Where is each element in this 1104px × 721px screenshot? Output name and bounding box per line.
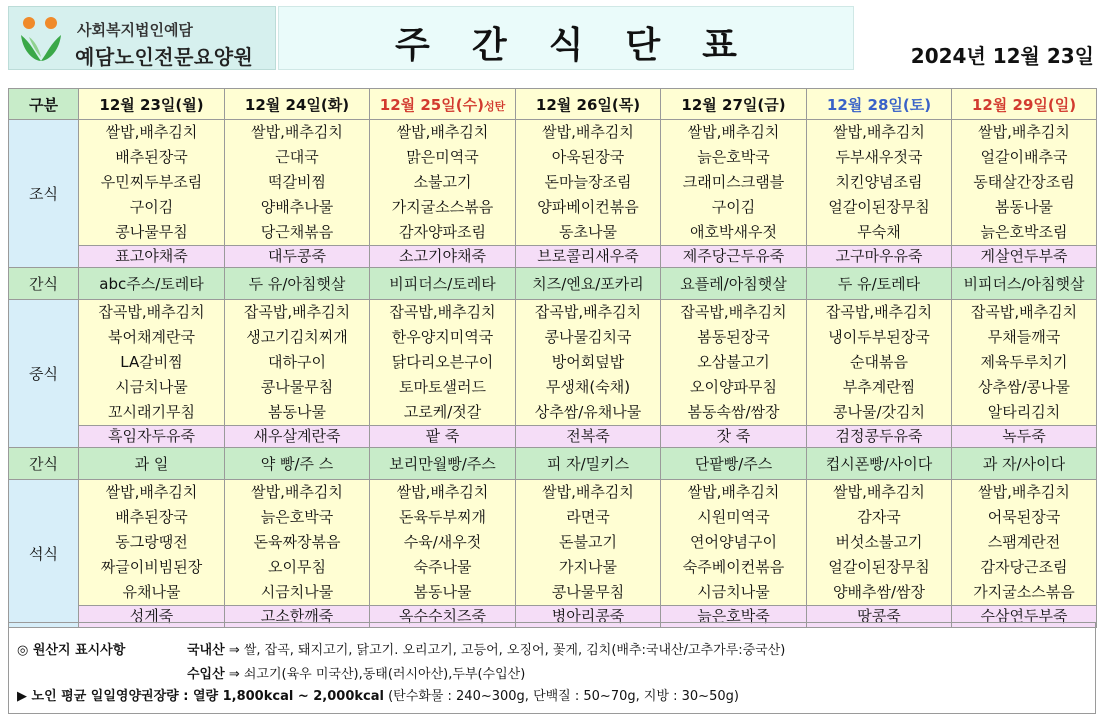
porridge-item: 대두콩죽 <box>225 246 370 268</box>
menu-item: 늙은호박국 <box>260 508 334 526</box>
menu-item: 오삼불고기 <box>697 353 770 371</box>
menu-item: 제육두루치기 <box>980 353 1068 371</box>
snack-item: abc주스/토레타 <box>79 268 225 300</box>
breakfast-cell <box>807 120 952 246</box>
menu-item: 구이김 <box>129 198 174 216</box>
menu-item: 숙주나물 <box>413 558 472 576</box>
menu-item: 시금치나물 <box>260 583 334 601</box>
menu-item: LA갈비찜 <box>120 353 183 371</box>
lunch-cell <box>516 300 661 426</box>
menu-item: 라면국 <box>566 508 610 526</box>
menu-item: 상추쌈/콩나물 <box>978 378 1070 396</box>
day-header <box>225 89 370 120</box>
porridge-item: 옥수수치즈죽 <box>370 606 516 628</box>
lunch-cell <box>79 300 225 426</box>
lunch-porridge-row <box>9 426 1097 448</box>
menu-item: 쌀밥,배추김치 <box>833 483 925 501</box>
breakfast-row <box>9 120 1097 246</box>
origin-domestic <box>187 639 785 658</box>
weekly-menu-table <box>8 88 1097 628</box>
menu-item: 꼬시래기무침 <box>108 403 195 421</box>
snack-item: 치즈/엔요/포카리 <box>516 268 661 300</box>
menu-item: 동초나물 <box>559 223 617 241</box>
menu-item: 양배추나물 <box>260 198 334 216</box>
menu-item: 감자양파조림 <box>399 223 486 241</box>
import-text: ⇒ 쇠고기(육우 미국산),동태(러시아산),두부(수입산) <box>228 667 526 682</box>
snack-morning-row <box>9 268 1097 300</box>
domestic-text: ⇒ 쌀, 잡곡, 돼지고기, 닭고기. 오리고기, 고등어, 오징어, 꽃게, 김치(배추:국내산/고추가루:중국산) <box>228 643 786 658</box>
menu-item: 돈불고기 <box>559 533 617 551</box>
menu-item: 얼갈이된장무침 <box>828 198 930 216</box>
porridge-item: 소고기야채죽 <box>370 246 516 268</box>
snack-item: 과 자/사이다 <box>952 448 1097 480</box>
menu-item: 쌀밥,배추김치 <box>396 123 489 141</box>
origin-import <box>187 663 525 682</box>
org-subtitle: 사회복지법인예담 <box>77 21 193 39</box>
day-label: 12월 23일(월) <box>99 95 204 114</box>
menu-item: 무채들깨국 <box>987 328 1061 346</box>
porridge-item: 녹두죽 <box>952 426 1097 448</box>
menu-item: 맑은미역국 <box>406 148 479 166</box>
footer-notes <box>8 622 1096 714</box>
menu-item: 잡곡밥,배추김치 <box>98 303 205 321</box>
menu-item: 아욱된장국 <box>551 148 625 166</box>
menu-item: 배추된장국 <box>115 508 188 526</box>
porridge-item: 전복죽 <box>516 426 661 448</box>
dinner-cell <box>952 480 1097 606</box>
menu-item: 감자국 <box>857 508 901 526</box>
menu-item: 무숙채 <box>857 223 901 241</box>
snack-afternoon-label: 간식 <box>9 448 79 480</box>
snack-item: 비피더스/아침햇살 <box>952 268 1097 300</box>
dinner-row <box>9 480 1097 606</box>
snack-item: 약 빵/주 스 <box>225 448 370 480</box>
breakfast-cell <box>79 120 225 246</box>
title-banner <box>278 6 854 70</box>
menu-item: 북어채계란국 <box>108 328 195 346</box>
menu-item: 쌀밥,배추김치 <box>833 123 925 141</box>
porridge-item: 새우살계란죽 <box>225 426 370 448</box>
menu-item: 봄동된장국 <box>697 328 770 346</box>
menu-date: 2024년 12월 23일 <box>910 44 1094 68</box>
day-label: 12월 25일(수) <box>379 95 484 114</box>
menu-item: 부추계란찜 <box>842 378 916 396</box>
menu-item: 잡곡밥,배추김치 <box>825 303 933 321</box>
menu-item: 시원미역국 <box>697 508 770 526</box>
import-label: 수입산 <box>187 667 225 682</box>
dinner-cell <box>807 480 952 606</box>
menu-item: 가지굴소스볶음 <box>391 198 494 216</box>
menu-item: 늙은호박국 <box>697 148 770 166</box>
menu-item: 우민찌두부조림 <box>100 173 203 191</box>
porridge-item: 땅콩죽 <box>807 606 952 628</box>
breakfast-cell <box>952 120 1097 246</box>
porridge-item: 수삼연두부죽 <box>952 606 1097 628</box>
menu-item: 봄동나물 <box>268 403 326 421</box>
menu-item: 오이양파무침 <box>690 378 777 396</box>
snack-item: 컵시폰빵/사이다 <box>807 448 952 480</box>
porridge-item: 성게죽 <box>79 606 225 628</box>
menu-item: 양배추쌈/쌈장 <box>833 583 925 601</box>
menu-item: 알타리김치 <box>987 403 1061 421</box>
menu-item: 얼갈이된장무침 <box>828 558 930 576</box>
menu-item: 돈육짜장볶음 <box>253 533 341 551</box>
menu-item: 쌀밥,배추김치 <box>978 123 1070 141</box>
day-header-row <box>9 89 1097 120</box>
day-header <box>516 89 661 120</box>
menu-item: 쌀밥,배추김치 <box>978 483 1070 501</box>
menu-item: 쌀밥,배추김치 <box>105 123 198 141</box>
menu-item: 유채나물 <box>122 583 181 601</box>
day-header <box>661 89 807 120</box>
menu-item: 쌀밥,배추김치 <box>687 483 780 501</box>
menu-item: 떡갈비찜 <box>268 173 326 191</box>
lunch-cell <box>807 300 952 426</box>
snack-item: 피 자/밀키스 <box>516 448 661 480</box>
day-label: 12월 29일(일) <box>971 95 1077 114</box>
nutrition-note <box>17 685 739 704</box>
menu-item: 크래미스크램블 <box>682 173 785 191</box>
porridge-item: 고소한깨죽 <box>225 606 370 628</box>
menu-item: 양파베이컨볶음 <box>537 198 639 216</box>
menu-item: 쌀밥,배추김치 <box>542 123 634 141</box>
menu-item: 봄동속쌈/쌈장 <box>687 403 780 421</box>
breakfast-label: 조식 <box>9 120 79 268</box>
menu-item: 잡곡밥,배추김치 <box>389 303 496 321</box>
menu-item: 근대국 <box>275 148 319 166</box>
menu-item: 무생채(숙채) <box>545 378 631 396</box>
menu-item: 돈마늘장조림 <box>544 173 632 191</box>
menu-item: 대하구이 <box>268 353 326 371</box>
menu-item: 쌀밥,배추김치 <box>251 123 343 141</box>
menu-item: 감자당근조림 <box>980 558 1068 576</box>
day-label: 12월 24일(화) <box>244 95 350 114</box>
day-note: 성탄 <box>483 99 506 113</box>
menu-item: 콩나물/갓김치 <box>833 403 925 421</box>
menu-item: 늙은호박조림 <box>980 223 1068 241</box>
day-label: 12월 28일(토) <box>826 95 932 114</box>
menu-item: 콩나물무침 <box>260 378 334 396</box>
menu-item: 얼갈이배추국 <box>980 148 1068 166</box>
menu-item: 시금치나물 <box>115 378 188 396</box>
breakfast-cell <box>661 120 807 246</box>
menu-item: 두부새우젓국 <box>835 148 923 166</box>
menu-item: 동태살간장조림 <box>973 173 1075 191</box>
snack-item: 보리만월빵/주스 <box>370 448 516 480</box>
porridge-item: 늙은호박죽 <box>661 606 807 628</box>
menu-item: 수육/새우젓 <box>403 533 482 551</box>
day-header <box>370 89 516 120</box>
menu-item: 쌀밥,배추김치 <box>396 483 489 501</box>
menu-item: 연어양념구이 <box>690 533 777 551</box>
menu-item: 짜글이비빔된장 <box>100 558 203 576</box>
nutrition-rest: (탄수화물 : 240~300g, 단백질 : 50~70g, 지방 : 30~50g) <box>383 689 739 704</box>
porridge-item: 고구마우유죽 <box>807 246 952 268</box>
menu-item: 가지나물 <box>559 558 617 576</box>
menu-item: 시금치나물 <box>697 583 770 601</box>
menu-item: 잡곡밥,배추김치 <box>534 303 642 321</box>
day-label: 12월 27일(금) <box>681 95 786 114</box>
menu-item: 방어회덮밥 <box>551 353 625 371</box>
menu-item: 쌀밥,배추김치 <box>251 483 343 501</box>
dinner-cell <box>516 480 661 606</box>
menu-item: 잡곡밥,배추김치 <box>970 303 1078 321</box>
lunch-row <box>9 300 1097 426</box>
porridge-item: 병아리콩죽 <box>516 606 661 628</box>
porridge-item: 흑임자두유죽 <box>79 426 225 448</box>
snack-item: 두 유/아침햇살 <box>225 268 370 300</box>
page-title: 주간식단표 <box>395 25 779 66</box>
menu-item: 쌀밥,배추김치 <box>687 123 780 141</box>
lunch-cell <box>952 300 1097 426</box>
menu-item: 돈육두부찌개 <box>399 508 486 526</box>
day-header <box>952 89 1097 120</box>
menu-item: 동그랑땡전 <box>115 533 188 551</box>
menu-item: 고로케/젓갈 <box>403 403 482 421</box>
breakfast-cell <box>370 120 516 246</box>
porridge-item: 잣 죽 <box>661 426 807 448</box>
origin-title: ◎ 원산지 표시사항 <box>17 643 126 658</box>
porridge-item: 게살연두부죽 <box>952 246 1097 268</box>
menu-item: 애호박새우젓 <box>690 223 777 241</box>
menu-item: 생고기김치찌개 <box>246 328 348 346</box>
menu-item: 잡곡밥,배추김치 <box>680 303 787 321</box>
menu-item: 오이무침 <box>268 558 326 576</box>
org-logo-icon <box>15 13 67 65</box>
dinner-cell <box>225 480 370 606</box>
menu-item: 봄동나물 <box>413 583 472 601</box>
lunch-cell <box>225 300 370 426</box>
menu-item: 닭다리오븐구이 <box>391 353 494 371</box>
porridge-item: 표고야채죽 <box>79 246 225 268</box>
day-header <box>807 89 952 120</box>
menu-item: 스팸계란전 <box>987 533 1061 551</box>
dinner-cell <box>79 480 225 606</box>
menu-item: 봄동나물 <box>995 198 1053 216</box>
lunch-cell <box>661 300 807 426</box>
domestic-label: 국내산 <box>187 643 225 658</box>
menu-item: 쌀밥,배추김치 <box>105 483 198 501</box>
menu-item: 상추쌈/유채나물 <box>534 403 642 421</box>
porridge-item: 팥 죽 <box>370 426 516 448</box>
snack-afternoon-row <box>9 448 1097 480</box>
breakfast-cell <box>516 120 661 246</box>
snack-item: 요플레/아침햇살 <box>661 268 807 300</box>
lunch-label: 중식 <box>9 300 79 448</box>
nutrition-bold: ▶ 노인 평균 일일영양권장량 : 열량 1,800kcal ~ 2,000kcal <box>17 689 384 704</box>
snack-morning-label: 간식 <box>9 268 79 300</box>
menu-item: 토마토샐러드 <box>399 378 486 396</box>
breakfast-porridge-row <box>9 246 1097 268</box>
menu-item: 콩나물무침 <box>115 223 188 241</box>
menu-item: 콩나물김치국 <box>544 328 632 346</box>
menu-item: 냉이두부된장국 <box>828 328 930 346</box>
snack-item: 과 일 <box>79 448 225 480</box>
menu-item: 숙주베이컨볶음 <box>682 558 785 576</box>
dinner-cell <box>370 480 516 606</box>
menu-item: 순대볶음 <box>850 353 908 371</box>
label-header: 구분 <box>9 89 79 120</box>
org-name: 예담노인전문요양원 <box>75 45 254 69</box>
snack-item: 두 유/토레타 <box>807 268 952 300</box>
menu-item: 당근채볶음 <box>260 223 334 241</box>
menu-item: 구이김 <box>711 198 756 216</box>
menu-item: 배추된장국 <box>115 148 188 166</box>
org-logo-block <box>8 6 276 70</box>
porridge-item: 제주당근두유죽 <box>661 246 807 268</box>
menu-item: 어묵된장국 <box>987 508 1061 526</box>
breakfast-cell <box>225 120 370 246</box>
day-header <box>79 89 225 120</box>
dinner-cell <box>661 480 807 606</box>
day-label: 12월 26일(목) <box>535 95 641 114</box>
menu-item: 쌀밥,배추김치 <box>542 483 634 501</box>
menu-item: 한우양지미역국 <box>391 328 494 346</box>
menu-item: 가지굴소스볶음 <box>973 583 1075 601</box>
menu-item: 잡곡밥,배추김치 <box>243 303 351 321</box>
menu-item: 치킨양념조림 <box>835 173 923 191</box>
menu-item: 버섯소불고기 <box>835 533 923 551</box>
porridge-item: 브로콜리새우죽 <box>516 246 661 268</box>
menu-item: 소불고기 <box>413 173 472 191</box>
snack-item: 단팥빵/주스 <box>661 448 807 480</box>
lunch-cell <box>370 300 516 426</box>
dinner-label: 석식 <box>9 480 79 628</box>
menu-item: 콩나물무침 <box>551 583 625 601</box>
porridge-item: 검정콩두유죽 <box>807 426 952 448</box>
snack-item: 비피더스/토레타 <box>370 268 516 300</box>
